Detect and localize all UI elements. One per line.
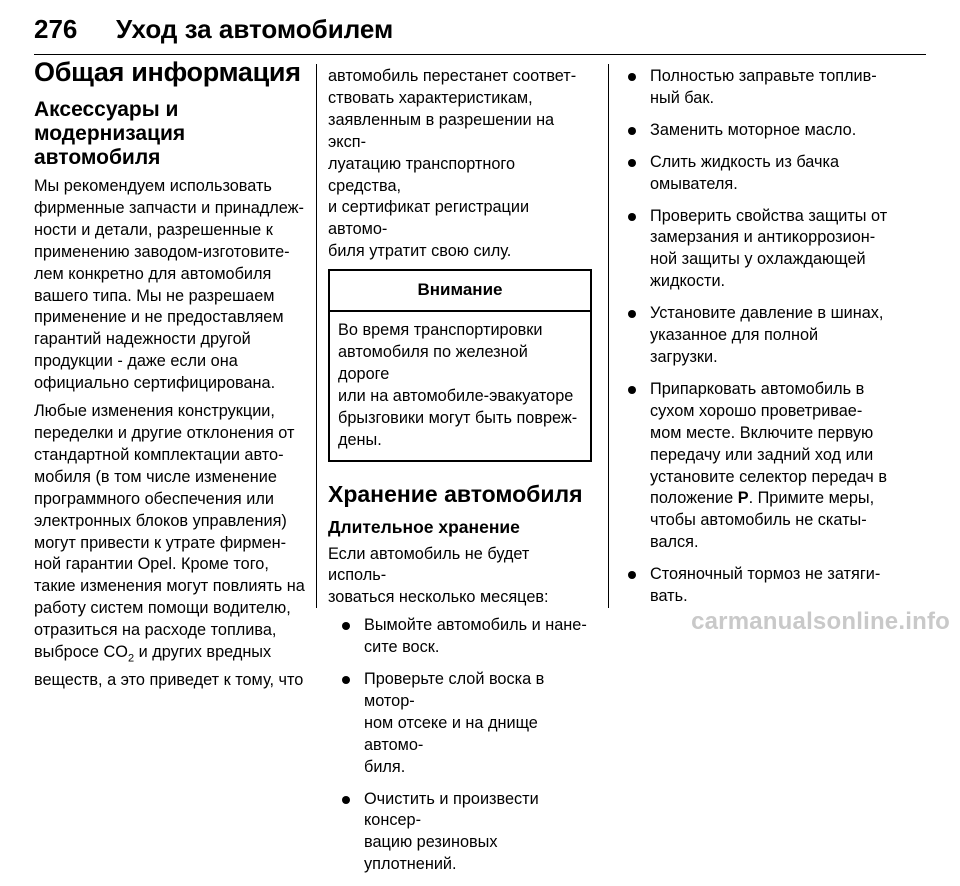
column-divider-2 (608, 64, 609, 608)
text-line: Во время транспортировки (338, 321, 543, 340)
text-line: замерзания и антикоррозион- (650, 228, 876, 247)
text-line: гарантий надежности другой (34, 330, 251, 349)
modifications-paragraph (34, 401, 306, 692)
text-line: программного обеспечения или (34, 489, 274, 508)
heading-line: Аксессуары и (34, 98, 179, 121)
text-line: ной защиты у охлаждающей (650, 250, 866, 269)
text-line: или на автомобиле-эвакуаторе (338, 386, 574, 405)
text-line: сухом хорошо проветривае- (650, 401, 863, 420)
bullet-icon (628, 73, 636, 81)
text-line: биля утратит свою силу. (328, 242, 512, 261)
heading-line: модернизация (34, 122, 186, 145)
text-line: зоваться несколько месяцев: (328, 588, 549, 607)
text-line: могут привести к утрате фирмен- (34, 533, 287, 552)
text-line: ном отсеке и на днище автомо- (364, 713, 538, 754)
bullet-icon (628, 159, 636, 167)
bullet-icon (628, 213, 636, 221)
co2-line (34, 642, 306, 670)
list-item (622, 379, 894, 554)
text-line: указанное для полной (650, 326, 819, 345)
text-line: официально сертифицирована. (34, 374, 276, 393)
list-item (328, 789, 592, 877)
list-item (622, 120, 894, 142)
page-header (34, 14, 926, 54)
storage-intro (328, 544, 592, 610)
list-item (328, 669, 592, 779)
text-line: луатацию транспортного средства, (328, 154, 516, 195)
text-line: лем конкретно для автомобиля (34, 264, 272, 283)
text-line: работу систем помощи водителю, (34, 599, 291, 618)
chapter-title: Уход за автомобилем (116, 14, 394, 44)
column-divider-1 (316, 64, 317, 608)
text-line: фирменные запчасти и принадлеж- (34, 198, 304, 217)
text-line: вать. (650, 587, 688, 606)
bullet-icon (342, 622, 350, 630)
text-line: жидкости. (650, 272, 726, 291)
text-line: ности и детали, разрешенные к (34, 220, 273, 239)
text-line: Проверьте слой воска в мотор- (364, 670, 545, 710)
accessories-heading (34, 98, 306, 170)
text-line: Очистить и произвести консер- (364, 789, 539, 830)
text-line: Проверить свойства защиты от (650, 206, 888, 225)
continuation-paragraph (328, 66, 592, 263)
text-line: установите селектор передач в (650, 467, 887, 486)
co2-text-before: выбросе CO (34, 643, 128, 662)
bullet-icon (628, 310, 636, 318)
text-line: Слить жидкость из бачка (650, 152, 840, 171)
text-line: мобиля (в том числе изменение (34, 467, 277, 486)
text-line: автомобиля по железной дороге (338, 342, 528, 383)
text-line: Стояночный тормоз не затяги- (650, 565, 881, 584)
text-line: переделки и другие отклонения от (34, 423, 295, 442)
list-item (622, 152, 894, 196)
storage-heading: Хранение автомобиля (328, 480, 583, 507)
storage-list-continued (622, 66, 894, 608)
text-line: продукции - даже если она (34, 352, 238, 371)
list-item (328, 615, 592, 659)
text-line: Мы рекомендуем использовать (34, 177, 272, 195)
heading-line: автомобиля (34, 146, 161, 169)
watermark: carmanualsonline.info (691, 608, 950, 635)
warning-box (328, 269, 592, 461)
warning-title: Внимание (330, 271, 590, 312)
text-line: веществ, а это приведет к тому, что (34, 671, 304, 690)
bullet-icon (628, 571, 636, 579)
text-line: брызговики могут быть повреж- (338, 408, 578, 427)
column-2 (328, 66, 592, 886)
text-line: Припарковать автомобиль в (650, 379, 865, 398)
text-line: отразиться на расходе топлива, (34, 621, 277, 640)
text-line: автомобиль перестанет соответ- (328, 67, 577, 85)
text-line: Полностью заправьте топлив- (650, 67, 877, 85)
text-line: Установите давление в шинах, (650, 304, 884, 323)
text-line: Вымойте автомобиль и нане- (364, 616, 587, 635)
text-line: чтобы автомобиль не скаты- (650, 511, 867, 530)
gear-position-p: P (737, 489, 749, 508)
text-line: ствовать характеристикам, (328, 88, 533, 107)
bullet-icon (628, 386, 636, 394)
text-line: загрузки. (650, 347, 718, 366)
list-item (622, 66, 894, 110)
text-line: применение и не предоставляем (34, 308, 284, 327)
text-line: и сертификат регистрации автомо- (328, 198, 530, 239)
list-item (622, 303, 894, 369)
bullet-icon (628, 127, 636, 135)
text-line: такие изменения могут повлиять на (34, 577, 305, 596)
text-line: омывателя. (650, 174, 738, 193)
long-term-storage-heading: Длительное хранение (328, 516, 520, 537)
text-line: Если автомобиль не будет исполь- (328, 544, 530, 585)
text-fragment: положение (650, 489, 738, 508)
column-1 (34, 56, 306, 698)
warning-body (330, 312, 590, 459)
text-line: заявленным в разрешении на эксп- (328, 110, 555, 151)
text-line: вацию резиновых уплотнений. (364, 833, 498, 874)
text-line: Заменить моторное масло. (650, 120, 857, 139)
text-line: вашего типа. Мы не разрешаем (34, 286, 275, 305)
list-item (622, 564, 894, 608)
storage-list (328, 615, 592, 876)
text-line: вался. (650, 533, 699, 552)
text-line: дены. (338, 430, 382, 449)
text-line: применению заводом-изготовите- (34, 242, 290, 261)
co2-text-after: и других вредных (134, 643, 272, 662)
text-line: электронных блоков управления) (34, 511, 287, 530)
bullet-icon (342, 796, 350, 804)
co2-subscript: 2 (127, 652, 135, 665)
recommendation-paragraph (34, 176, 306, 395)
list-item (622, 206, 894, 294)
text-line: ной гарантии Opel. Кроме того, (34, 555, 269, 574)
header-rule (34, 54, 926, 55)
text-line: передачу или задний ход или (650, 445, 874, 464)
gear-position-line (650, 488, 894, 510)
text-line: стандартной комплектации авто- (34, 445, 284, 464)
main-heading: Общая информация (34, 57, 301, 87)
text-line: ный бак. (650, 88, 714, 107)
column-3 (622, 66, 894, 618)
text-fragment: . Примите меры, (748, 489, 875, 508)
page-number: 276 (34, 14, 78, 44)
text-line: мом месте. Включите первую (650, 423, 874, 442)
text-line: биля. (364, 757, 406, 776)
text-line: Любые изменения конструкции, (34, 402, 275, 421)
text-line: сите воск. (364, 638, 440, 657)
bullet-icon (342, 676, 350, 684)
